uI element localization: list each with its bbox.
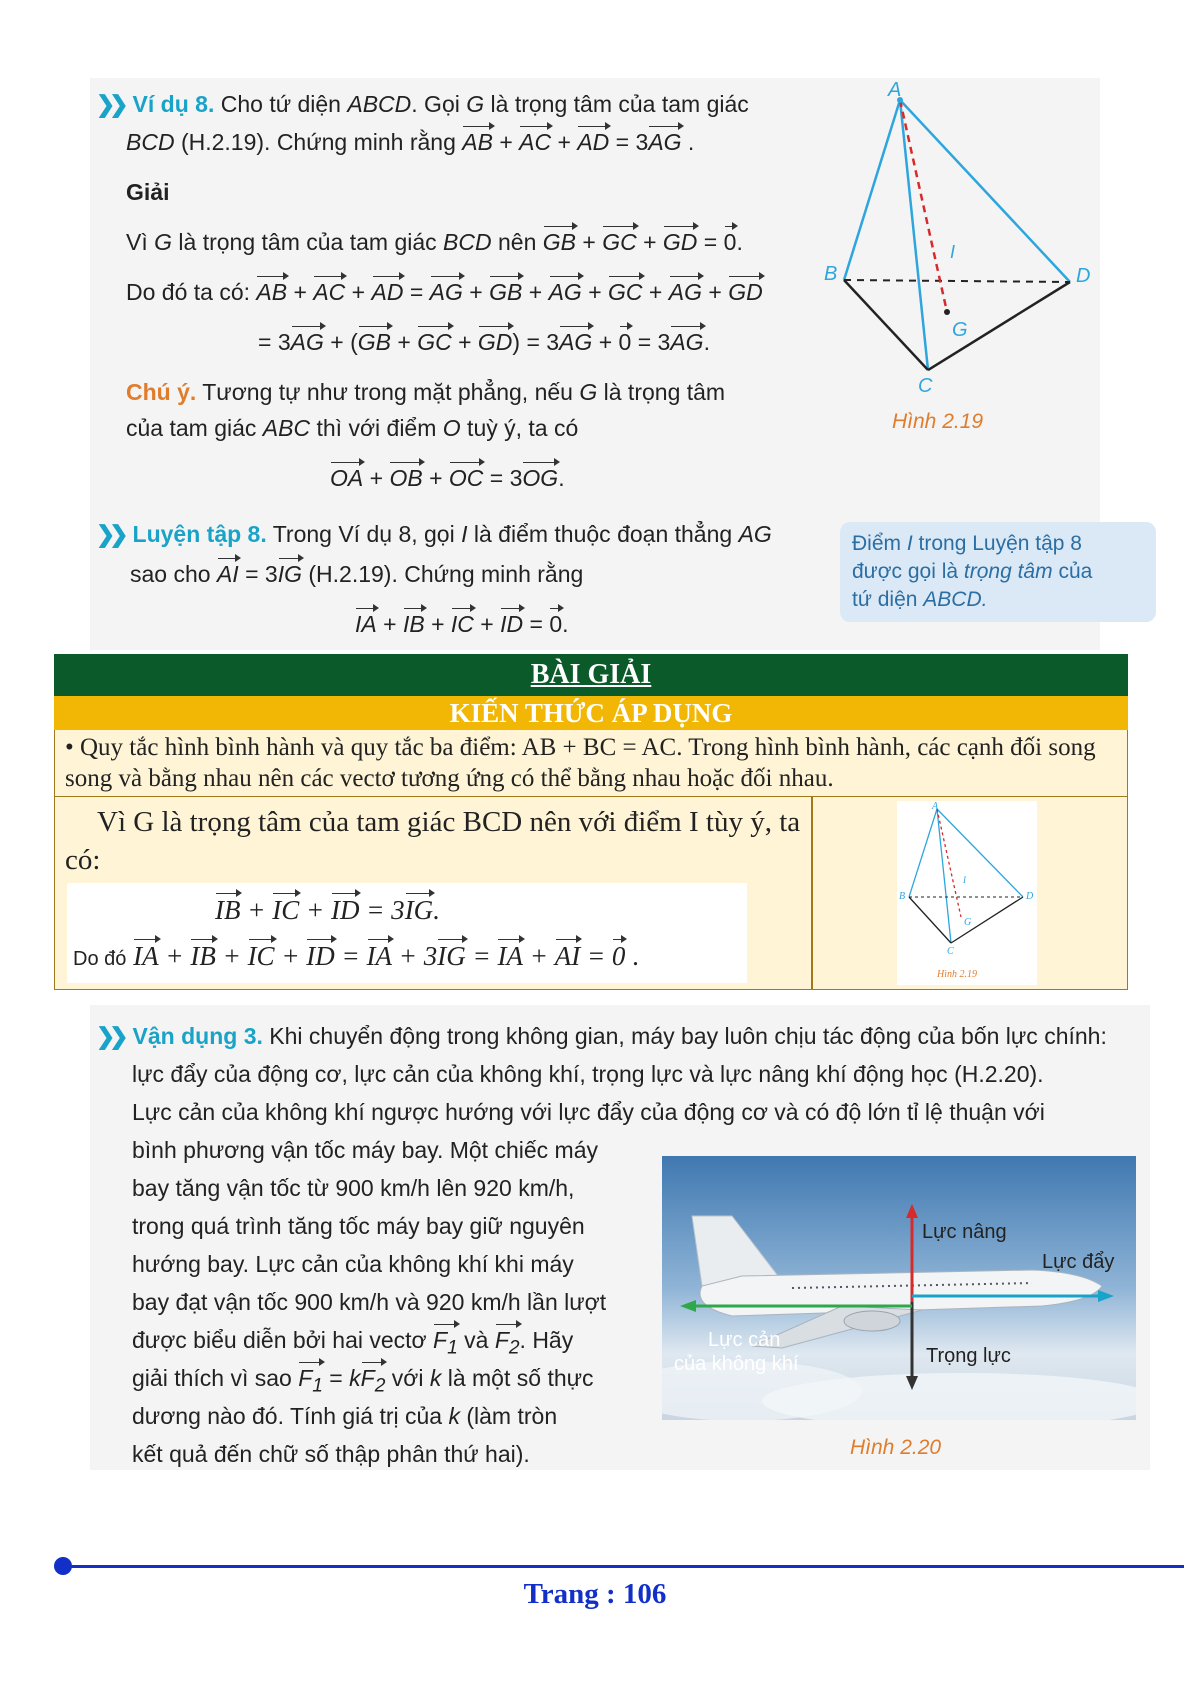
figure-2-19: [820, 80, 1110, 440]
weight-label: Trọng lực: [926, 1345, 1011, 1367]
apply3-line5: bay tăng vận tốc từ 900 km/h lên 920 km/h,: [132, 1175, 575, 1201]
apply3-line8: bay đạt vận tốc 900 km/h và 920 km/h lần lượt: [132, 1289, 607, 1315]
apply3-line1: ❯❯ Vận dụng 3. Khi chuyển động trong không gian, máy bay luôn chịu tác động của bốn lực chính:: [96, 1023, 1107, 1049]
mini-label-A: A: [932, 801, 939, 812]
footer-dot: [54, 1557, 72, 1575]
label-G: G: [952, 319, 968, 341]
solution-title: BÀI GIẢI: [54, 654, 1128, 696]
practice8-label: Luyện tập 8.: [132, 521, 267, 547]
figure-2-20-caption: Hình 2.20: [850, 1436, 942, 1459]
practice8-line2: sao cho AI = 3IG (H.2.19). Chứng minh rằng: [130, 561, 584, 587]
note-line1: Chú ý. Tương tự như trong mặt phẳng, nếu G là trọng tâm: [126, 379, 726, 405]
solution-line1: Vì G là trọng tâm của tam giác BCD nên GB + GC + GD = 0.: [126, 229, 743, 255]
label-I: I: [950, 242, 956, 262]
chevron-icon: ❯❯: [96, 521, 123, 547]
apply3-line4: bình phương vận tốc máy bay. Một chiếc máy: [132, 1137, 598, 1163]
formula-area: [67, 883, 747, 983]
mini-label-I: I: [963, 875, 966, 885]
label-C: C: [918, 375, 933, 397]
vector-sum-claim: AB + AC + AD = 3AG .: [462, 129, 695, 155]
example8-line1: ❯❯ Ví dụ 8. Cho tứ diện ABCD. Gọi G là trọng tâm của tam giác: [96, 91, 749, 117]
mini-label-G: G: [964, 917, 972, 928]
solution-line3: = 3AG + (GB + GC + GD) = 3AG + 0 = 3AG.: [258, 329, 710, 355]
label-D: D: [1076, 265, 1091, 287]
apply3-line9: được biểu diễn bởi hai vectơ $F_1$ và $F_2$. Hãy: [132, 1326, 573, 1363]
formula-1: IB + IC + ID = 3IG.: [215, 895, 440, 925]
side-note: Điểm I trong Luyện tập 8 được gọi là trọng tâm của tứ diện ABCD.: [840, 522, 1156, 622]
example8-label: Ví dụ 8.: [132, 91, 215, 117]
lift-label: Lực nâng: [922, 1221, 1007, 1243]
footer-divider: [58, 1565, 1184, 1568]
apply3-line11: dương nào đó. Tính giá trị của k (làm tròn: [132, 1403, 558, 1429]
chevron-icon: ❯❯: [96, 91, 123, 117]
drag-label-1: Lực cản: [708, 1329, 781, 1351]
mini-label-C: C: [947, 946, 954, 957]
apply3-line6: trong quá trình tăng tốc máy bay giữ nguyên: [132, 1213, 585, 1239]
label-B: B: [824, 263, 838, 285]
apply3-line3: Lực cản của không khí ngược hướng với lực đẩy của động cơ và có độ lớn tỉ lệ thuận với: [132, 1099, 1045, 1125]
thrust-label: Lực đẩy: [1042, 1251, 1115, 1273]
practice8-formula: IA + IB + IC + ID = 0.: [355, 611, 569, 637]
mini-label-B: B: [899, 891, 906, 902]
note-formula: OA + OB + OC = 3OG.: [330, 465, 565, 491]
solution-content: [54, 797, 1128, 990]
apply3-line2: lực đẩy của động cơ, lực cản của không khí, trọng lực và lực nâng khí động học (H.2.20).: [132, 1061, 1044, 1087]
apply3-label: Vận dụng 3.: [132, 1023, 263, 1049]
formula-2: Do đó IA + IB + IC + ID = IA + 3IG = IA + AI = 0 .: [73, 941, 639, 971]
apply3-line7: hướng bay. Lực cản của không khí khi máy: [132, 1251, 574, 1277]
page-number: Trang : 106: [523, 1578, 667, 1610]
mini-figure: [897, 801, 1037, 985]
drag-label-2: của không khí: [674, 1353, 799, 1375]
solution-divider: [811, 797, 813, 989]
solution-line2: Do đó ta có: AB + AC + AD = AG + GB + AG + GC + AG + GD: [126, 279, 763, 305]
label-A: A: [888, 80, 902, 101]
practice8-line1: ❯❯ Luyện tập 8. Trong Ví dụ 8, gọi I là điểm thuộc đoạn thẳng AG: [96, 521, 772, 547]
note-line2: của tam giác ABC thì với điểm O tuỳ ý, ta có: [126, 415, 579, 441]
solve-label: Giải: [126, 179, 170, 205]
apply3-line12-text: kết quả đến chữ số thập phân thứ hai).: [132, 1441, 530, 1467]
figure-2-19-caption: Hình 2.19: [892, 410, 984, 433]
apply3-line10: giải thích vì sao $F_1 = kF_2$ với k là một số thực: [132, 1364, 594, 1401]
knowledge-text: • Quy tắc hình bình hành và quy tắc ba điểm: AB + BC = AC. Trong hình bình hành, các cạnh đối song song và bằng nhau nên các vectơ tương ứng có thể bằng nhau hoặc đối nhau.: [54, 730, 1128, 797]
example8-line2: BCD (H.2.19). Chứng minh rằng AB + AC + AD = 3AG .: [126, 129, 695, 155]
note-label: Chú ý.: [126, 379, 197, 405]
mini-label-D: D: [1026, 891, 1034, 902]
solution-intro: Vì G là trọng tâm của tam giác BCD nên với điểm I tùy ý, ta có:: [65, 806, 801, 876]
knowledge-title: KIẾN THỨC ÁP DỤNG: [54, 696, 1128, 730]
chevron-icon: ❯❯: [96, 1023, 123, 1049]
mini-tetrahedron: [897, 801, 1037, 985]
mini-caption: Hình 2.19: [937, 969, 977, 980]
figure-2-20: [662, 1156, 1136, 1420]
solution-block: [54, 654, 1128, 990]
